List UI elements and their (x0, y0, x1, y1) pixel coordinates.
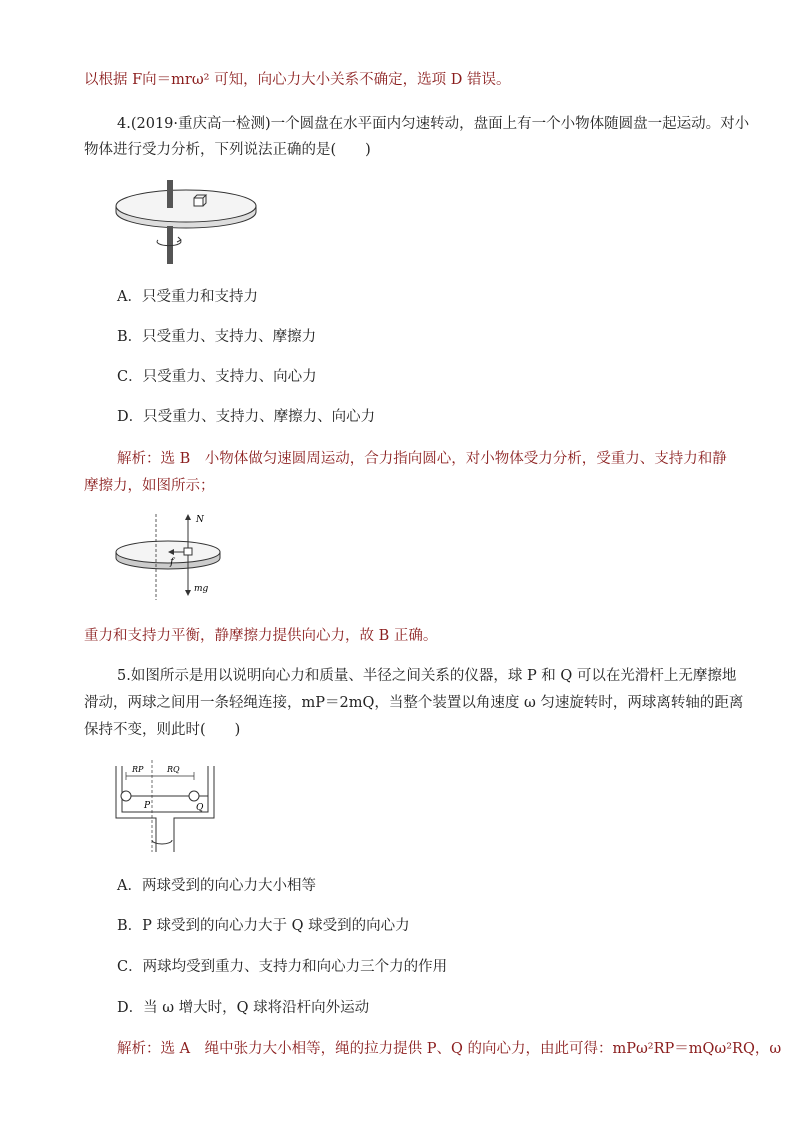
q5-label-p: P (144, 801, 151, 811)
q4-analysis-line2: 摩擦力，如图所示； (84, 478, 215, 494)
q5-option-a: A．两球受到的向心力大小相等 (117, 878, 316, 894)
q4-option-b: B．只受重力、支持力、摩擦力 (117, 329, 317, 345)
q4-label-f: f (170, 557, 174, 568)
q5-label-rq: RQ (167, 765, 180, 774)
q5-label-rp: RP (132, 765, 144, 774)
q4-analysis-line1: 解析：选 B 小物体做匀速圆周运动，合力指向圆心，对小物体受力分析，受重力、支持力和静 (117, 451, 727, 467)
q5-option-b: B．P 球受到的向心力大于 Q 球受到的向心力 (117, 918, 410, 934)
q4-stem-line1: 4.(2019·重庆高一检测)一个圆盘在水平面内匀速转动，盘面上有一个小物体随圆盘一起运动。对小 (117, 116, 750, 132)
q5-analysis-line1: 解析：选 A 绳中张力大小相等，绳的拉力提供 P、Q 的向心力，由此可得：mPω²RP＝mQω²RQ，ω (117, 1041, 782, 1057)
q5-stem-line2: 滑动，两球之间用一条轻绳连接，mP＝2mQ，当整个装置以角速度 ω 匀速旋转时，两球离转轴的距离 (84, 695, 744, 711)
q4-conclusion: 重力和支持力平衡，静摩擦力提供向心力，故 B 正确。 (84, 628, 438, 644)
q5-option-c: C．两球均受到重力、支持力和向心力三个力的作用 (117, 959, 448, 975)
q5-label-q: Q (196, 803, 204, 813)
q5-stem-line3: 保持不变，则此时( ) (84, 722, 241, 738)
q4-force-figure (112, 508, 222, 604)
q4-stem-line2: 物体进行受力分析，下列说法正确的是( ) (84, 142, 371, 158)
q4-label-mg: mg (194, 584, 209, 594)
q4-label-n: N (196, 515, 204, 525)
q4-option-d: D．只受重力、支持力、摩擦力、向心力 (117, 409, 376, 425)
q4-option-a: A．只受重力和支持力 (117, 289, 258, 305)
q5-stem-line1: 5.如图所示是用以说明向心力和质量、半径之间关系的仪器，球 P 和 Q 可以在光滑杆上无摩擦地 (117, 668, 737, 684)
q5-apparatus-figure (112, 756, 222, 856)
intro-text: 以根据 F向＝mrω² 可知，向心力大小关系不确定，选项 D 错误。 (84, 72, 511, 88)
q4-disc-figure (112, 176, 262, 268)
q5-option-d: D．当 ω 增大时，Q 球将沿杆向外运动 (117, 1000, 370, 1016)
q4-option-c: C．只受重力、支持力、向心力 (117, 369, 317, 385)
